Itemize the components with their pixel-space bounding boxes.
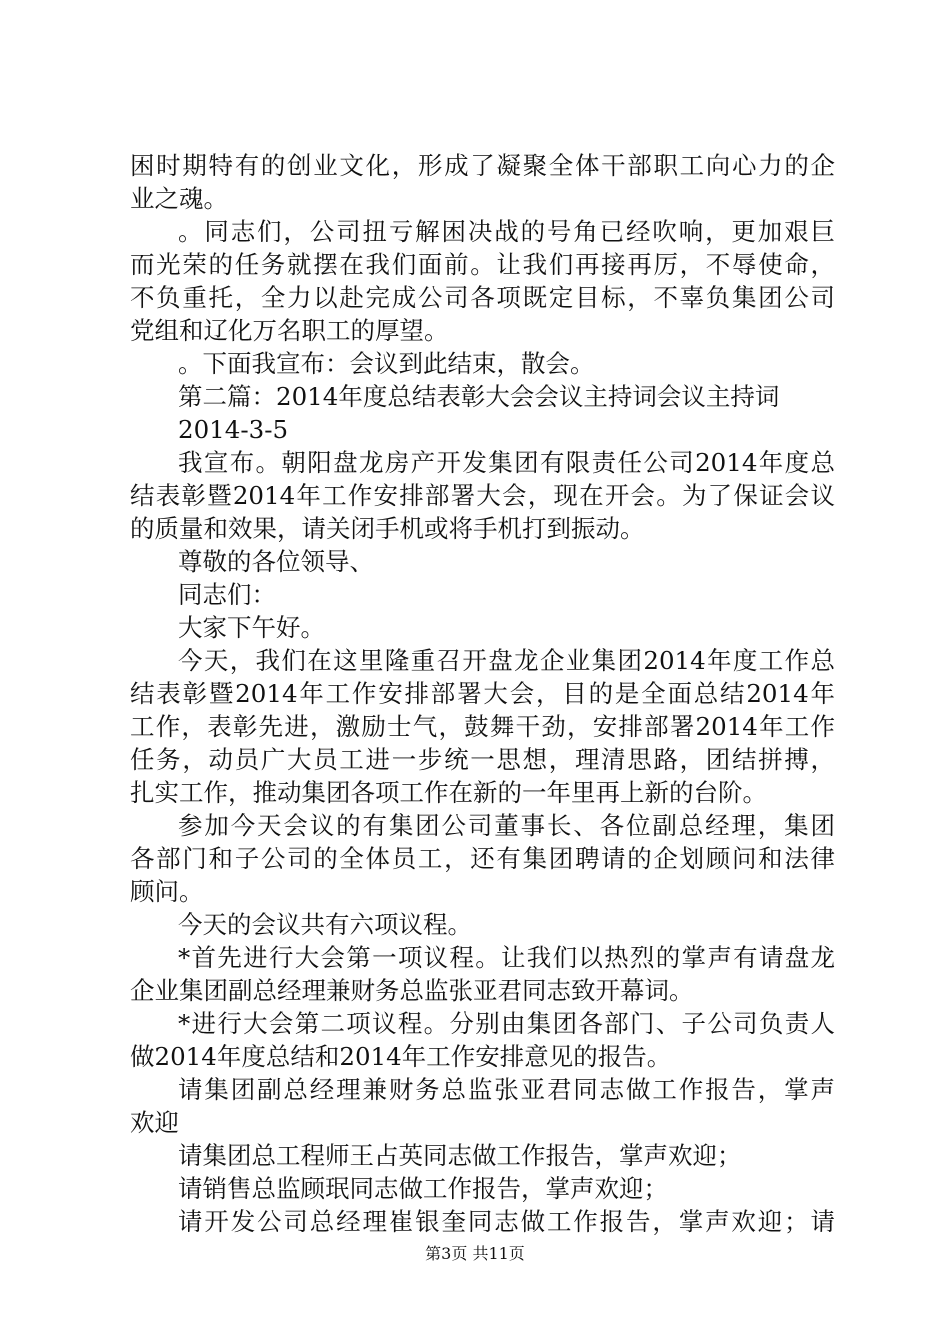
text-line: 结表彰暨2014年工作安排部署大会，目的是全面总结2014年 bbox=[130, 679, 835, 708]
text-line: 党组和辽化万名职工的厚望。 bbox=[130, 316, 449, 345]
text-line: 同志们： bbox=[178, 580, 276, 609]
text-line: 顾问。 bbox=[130, 877, 204, 906]
text-line: 的质量和效果，请关闭手机或将手机打到振动。 bbox=[130, 514, 645, 543]
text-line: 请销售总监顾珉同志做工作报告，掌声欢迎； bbox=[178, 1174, 668, 1203]
section-heading: 第二篇：2014年度总结表彰大会会议主持词会议主持词 bbox=[178, 382, 780, 411]
text-line: 请开发公司总经理崔银奎同志做工作报告，掌声欢迎；请 bbox=[178, 1207, 835, 1236]
document-body bbox=[130, 149, 835, 1238]
text-line: *进行大会第二项议程。分别由集团各部门、子公司负责人 bbox=[178, 1009, 835, 1038]
text-line: 。下面我宣布：会议到此结束，散会。 bbox=[178, 349, 595, 378]
text-line: 请集团副总经理兼财务总监张亚君同志做工作报告，掌声 bbox=[178, 1075, 835, 1104]
text-line: 今天，我们在这里隆重召开盘龙企业集团2014年度工作总 bbox=[178, 646, 835, 675]
text-line: 业之魂。 bbox=[130, 184, 228, 213]
text-line: 。同志们，公司扭亏解困决战的号角已经吹响，更加艰巨 bbox=[178, 217, 835, 246]
text-line: 不负重托，全力以赴完成公司各项既定目标，不辜负集团公司 bbox=[130, 283, 835, 312]
text-line: 参加今天会议的有集团公司董事长、各位副总经理，集团 bbox=[178, 811, 835, 840]
text-line: 今天的会议共有六项议程。 bbox=[178, 910, 472, 939]
date-line: 2014-3-5 bbox=[178, 415, 289, 444]
text-line: 各部门和子公司的全体员工，还有集团聘请的企划顾问和法律 bbox=[130, 844, 835, 873]
text-line: 而光荣的任务就摆在我们面前。让我们再接再厉，不辱使命， bbox=[130, 250, 835, 279]
text-line: 工作，表彰先进，激励士气，鼓舞干劲，安排部署2014年工作 bbox=[130, 712, 835, 741]
text-line: 结表彰暨2014年工作安排部署大会，现在开会。为了保证会议 bbox=[130, 481, 835, 510]
text-line: 大家下午好。 bbox=[178, 613, 325, 642]
text-line: 欢迎 bbox=[130, 1108, 179, 1137]
text-line: 困时期特有的创业文化，形成了凝聚全体干部职工向心力的企 bbox=[130, 151, 835, 180]
text-line: 尊敬的各位领导、 bbox=[178, 547, 374, 576]
page-number-footer: 第3页 共11页 bbox=[425, 1244, 525, 1263]
text-line: 请集团总工程师王占英同志做工作报告，掌声欢迎； bbox=[178, 1141, 742, 1170]
text-line: 做2014年度总结和2014年工作安排意见的报告。 bbox=[130, 1042, 672, 1071]
text-line: 企业集团副总经理兼财务总监张亚君同志致开幕词。 bbox=[130, 976, 694, 1005]
text-line: 我宣布。朝阳盘龙房产开发集团有限责任公司2014年度总 bbox=[178, 448, 835, 477]
text-line: *首先进行大会第一项议程。让我们以热烈的掌声有请盘龙 bbox=[178, 943, 835, 972]
text-line: 任务，动员广大员工进一步统一思想，理清思路，团结拼搏， bbox=[130, 745, 835, 774]
text-line: 扎实工作，推动集团各项工作在新的一年里再上新的台阶。 bbox=[130, 778, 767, 807]
